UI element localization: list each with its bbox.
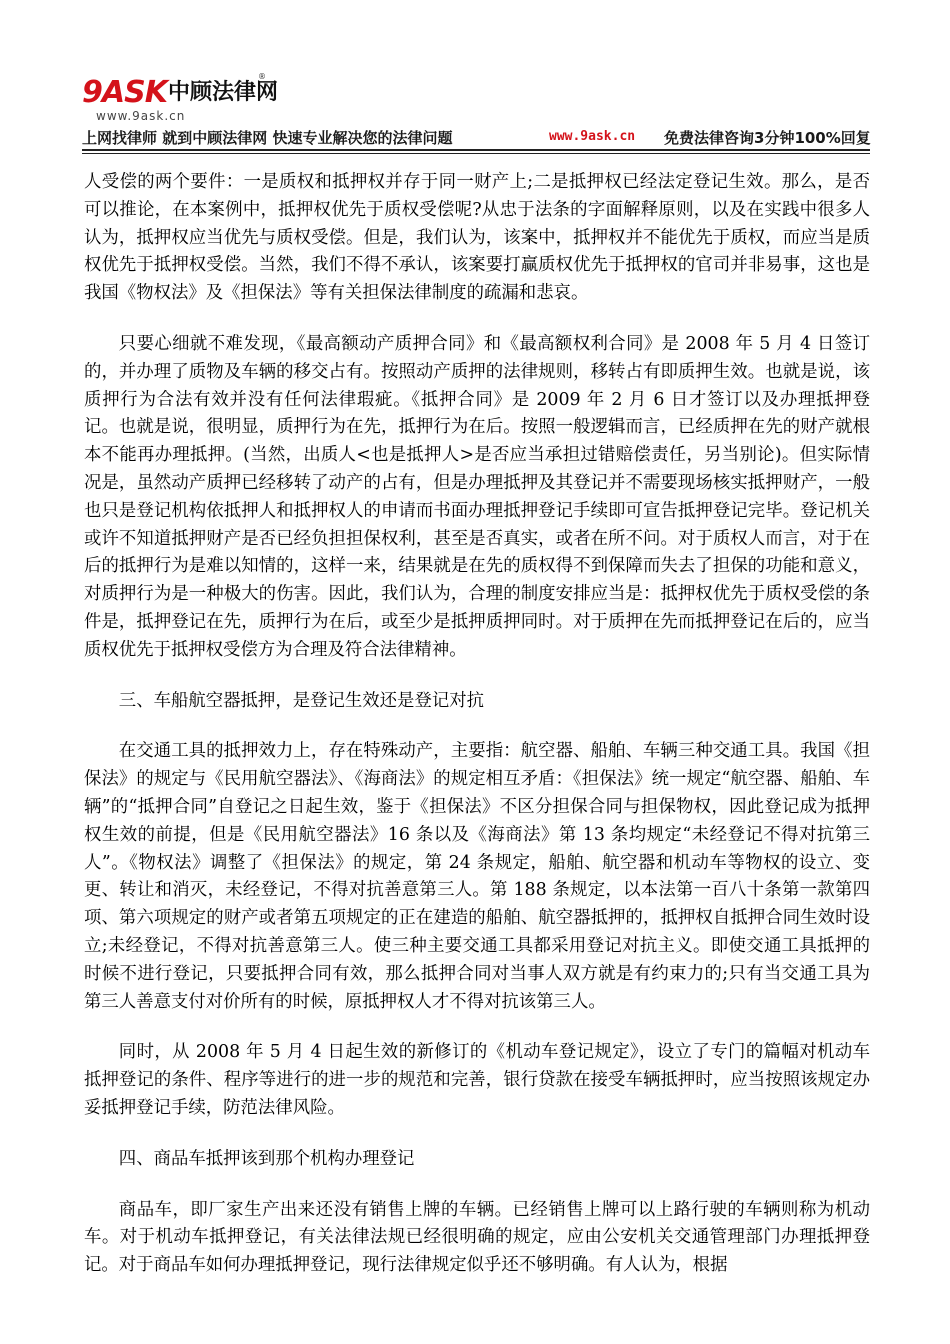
section-heading: 三、车船航空器抵押，是登记生效还是登记对抗 xyxy=(118,690,485,711)
logo-mark: 9ASK xyxy=(82,75,167,110)
section-heading: 四、商品车抵押该到那个机构办理登记 xyxy=(118,1148,415,1169)
logo-name: 中顾法律网 xyxy=(168,80,279,105)
paragraph: 人受偿的两个要件：一是质权和抵押权并存于同一财产上;二是抵押权已经法定登记生效。那么，是否可以推论，在本案例中，抵押权优先于质权受偿呢?从忠于法条的字面解释原则，以及在实践中很多人认为，抵押权应当优先与质权受偿。但是，我们认为，该案中，抵押权并不能优先于质权，而应当是质权优先于抵押权受偿。当然，我们不得不承认，该案要打赢质权优先于抵押权的官司并非易事，这也是我国《物权法》及《担保法》等有关担保法律制度的疏漏和悲哀。 xyxy=(84,172,870,304)
logo-url: www.9ask.cn xyxy=(96,109,186,123)
paragraph: 在交通工具的抵押效力上，存在特殊动产，主要指：航空器、船舶、车辆三种交通工具。我国《担保法》的规定与《民用航空器法》、《海商法》的规定相互矛盾：《担保法》统一规定“航空器、船舶、车辆”的“抵押合同”自登记之日起生效，鉴于《担保法》不区分担保合同与担保物权，因此登记成为抵押权生效的前提，但是《民用航空器法》16 条以及《海商法》第 13 条均规定“未经登记不得对抗第三人”。《物权法》调整了《担保法》的规定，第 24 条规定，船舶、航空器和机动车等物权的设立、变更、转让和消灭，未经登记，不得对抗善意第三人。第 188 条规定，以本法第一百八十条第一款第四项、第六项规定的财产或者第五项规定的正在建造的船舶、航空器抵押的，抵押权自抵押合同生效时设立;未经登记，不得对抗善意第三人。使三种主要交通工具都采用登记对抗主义。即使交通工具抵押的时候不进行登记，只要抵押合同有效，那么抵押合同对当事人双方就是有约束力的;只有当交通工具为第三人善意支付对价所有的时候，原抵押权人才不得对抗该第三人。 xyxy=(84,741,870,1012)
header-divider-thin xyxy=(82,153,870,154)
registered-mark: ® xyxy=(258,72,266,81)
site-url-link[interactable]: www.9ask.cn xyxy=(549,129,636,144)
header-divider xyxy=(82,149,870,151)
article-body xyxy=(84,169,870,1303)
paragraph: 同时，从 2008 年 5 月 4 日起生效的新修订的《机动车登记规定》，设立了专门的篇幅对机动车抵押登记的条件、程序等进行的进一步的规范和完善，银行贷款在接受车辆抵押时，应当按照该规定办妥抵押登记手续，防范法律风险。 xyxy=(84,1042,870,1118)
paragraph: 只要心细就不难发现，《最高额动产质押合同》和《最高额权利合同》是 2008 年 5 月 4 日签订的，并办理了质物及车辆的移交占有。按照动产质押的法律规则，移转占有即质押生效。也就是说，该质押行为合法有效并没有任何法律瑕疵。《抵押合同》是 2009 年 2 月 6 日才签订以及办理抵押登记。也就是说，很明显，质押行为在先，抵押行为在后。按照一般逻辑而言，已经质押在先的财产就根本不能再办理抵押。(当然，出质人<也是抵押人>是否应当承担过错赔偿责任，另当别论)。但实际情况是，虽然动产质押已经移转了动产的占有，但是办理抵押及其登记并不需要现场核实抵押财产，一般也只是登记机构依抵押人和抵押权人的申请而书面办理抵押登记手续即可宣告抵押登记完毕。登记机关或许不知道抵押财产是否已经负担担保权利，甚至是否真实，或者在所不问。对于质权人而言，对于在后的抵押行为是难以知情的，这样一来，结果就是在先的质权得不到保障而失去了担保的功能和意义，对质押行为是一种极大的伤害。因此，我们认为，合理的制度安排应当是：抵押权优先于质权受偿的条件是，抵押登记在先，质押行为在后，或至少是抵押质押同时。对于质押在先而抵押登记在后的，应当质权优先于抵押权受偿方为合理及符合法律精神。 xyxy=(84,333,870,660)
consult-slogan: 免费法律咨询3分钟100%回复 xyxy=(664,129,871,147)
page-header xyxy=(82,72,872,150)
site-logo[interactable] xyxy=(82,72,342,123)
header-tagline: 上网找律师 就到中顾法律网 快速专业解决您的法律问题 xyxy=(82,129,453,147)
paragraph: 商品车，即厂家生产出来还没有销售上牌的车辆。已经销售上牌可以上路行驶的车辆则称为机动车。对于机动车抵押登记，有关法律法规已经很明确的规定，应由公安机关交通管理部门办理抵押登记。对于商品车如何办理抵押登记，现行法律规定似乎还不够明确。有人认为，根据 xyxy=(84,1199,870,1276)
